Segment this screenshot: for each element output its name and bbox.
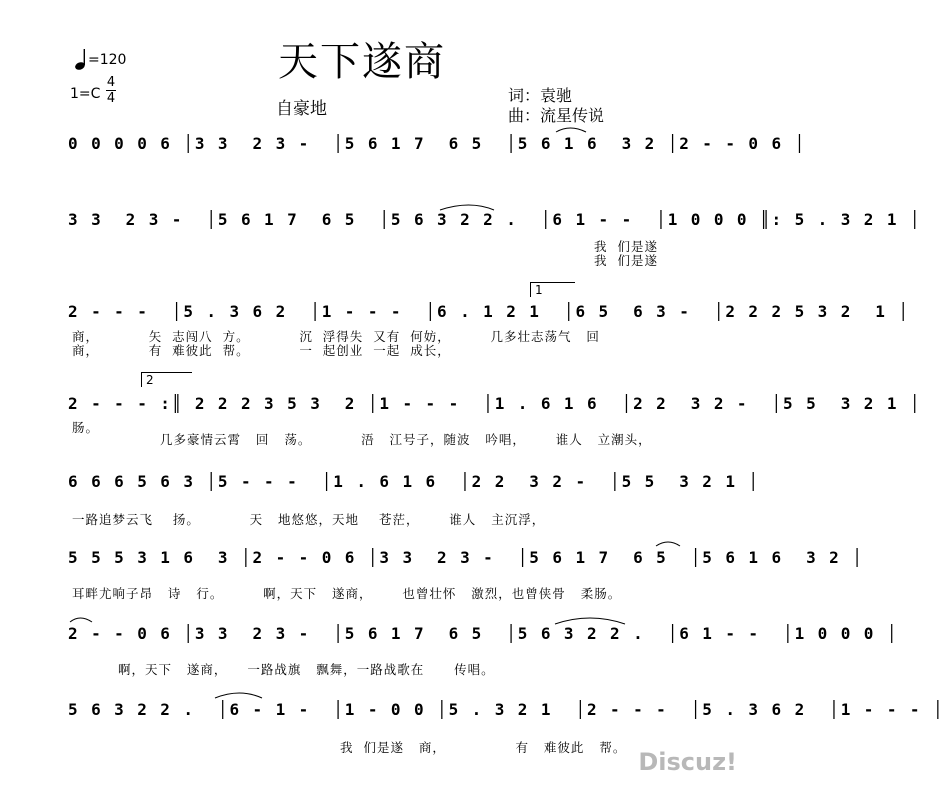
notation-line-6: 5 5 5 3 1 6 3 │2 - - 0 6 │3 3 2 3 - │5 6 1 7 6 5 │5 6 1 6 3 2 │ bbox=[68, 548, 864, 567]
notation-line-2: 3 3 2 3 - │5 6 1 7 6 5 │5 6 3 2 2 . │6 1 - - │1 0 0 0 ║: 5 . 3 2 1 │ bbox=[68, 210, 922, 229]
volta-second: 2 bbox=[141, 372, 192, 387]
lyric-line-8: 我 们是遂 商， 有 难彼此 帮。 bbox=[340, 740, 627, 755]
notation-line-3: 2 - - - │5 . 3 6 2 │1 - - - │6 . 1 2 1 │6 5 6 3 - │2 2 2 5 3 2 1 │ bbox=[68, 302, 910, 321]
notation-line-5: 6 6 6 5 6 3 │5 - - - │1 . 6 1 6 │2 2 3 2 - │5 5 3 2 1 │ bbox=[68, 472, 760, 491]
expression-mark: 自豪地 bbox=[276, 99, 327, 119]
lyric-line-2b: 我 们是遂 bbox=[594, 253, 658, 268]
time-signature-bottom: 4 bbox=[106, 91, 116, 106]
time-signature-top: 4 bbox=[106, 75, 116, 90]
lyric-line-4b: 几多豪情云霄 回 荡。 浯 江号子，随波 吟唱， 谁人 立潮头， bbox=[160, 432, 652, 447]
song-title: 天下遂商 bbox=[278, 39, 446, 85]
lyricist-credit: 词：袁驰 bbox=[508, 86, 573, 105]
lyric-line-4: 肠。 bbox=[72, 420, 100, 435]
notation-line-4: 2 - - - :║ 2 2 2 3 5 3 2 │1 - - - │1 . 6 1 6 │2 2 3 2 - │5 5 3 2 1 │ bbox=[68, 394, 922, 413]
lyric-line-5: 一路追梦云飞 扬。 天 地悠悠，天地 苍茫， 谁人 主沉浮， bbox=[72, 512, 546, 527]
composer-credit: 曲：流星传说 bbox=[508, 106, 605, 125]
watermark: Discuz! bbox=[638, 748, 737, 776]
volta-first: 1 bbox=[530, 282, 575, 297]
lyric-line-2a: 我 们是遂 bbox=[594, 239, 658, 254]
lyric-line-7: 啊，天下 遂商， 一路战旗 飘舞，一路战歌在 传唱。 bbox=[118, 662, 495, 677]
tempo-mark: =120 bbox=[88, 52, 127, 68]
lyric-line-3b: 商， 有 难彼此 帮。 一 起创业 一起 成长， bbox=[72, 343, 451, 358]
notation-line-1: 0 0 0 0 6 │3 3 2 3 - │5 6 1 7 6 5 │5 6 1 6 3 2 │2 - - 0 6 │ bbox=[68, 134, 807, 153]
lyric-line-6: 耳畔尤响子昂 诗 行。 啊，天下 遂商， 也曾壮怀 激烈，也曾侠骨 柔肠。 bbox=[72, 586, 622, 601]
notation-line-7: 2 - - 0 6 │3 3 2 3 - │5 6 1 7 6 5 │5 6 3 2 2 . │6 1 - - │1 0 0 0 │ bbox=[68, 624, 899, 643]
lyric-line-3a: 商， 矢 志闯八 方。 沉 浮得失 又有 何妨， 几多壮志荡气 回 bbox=[72, 329, 600, 344]
key-signature: 1=C bbox=[70, 86, 101, 102]
notation-line-8: 5 6 3 2 2 . │6 - 1 - │1 - 0 0 │5 . 3 2 1 │2 - - - │5 . 3 6 2 │1 - - - │ bbox=[68, 700, 945, 719]
